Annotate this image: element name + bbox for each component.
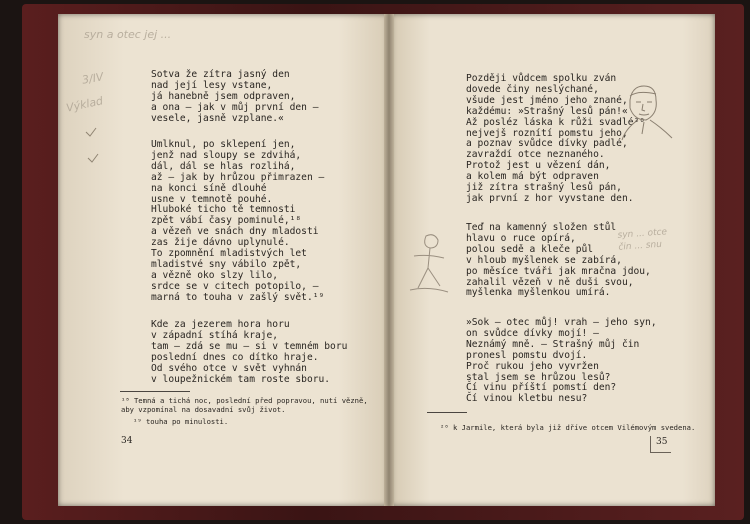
pencil-margin-note-2: Výklad bbox=[65, 94, 105, 115]
footnote-20: ²⁰ k Jarmile, která byla již dříve otcem Vilémovým svedena. bbox=[440, 423, 696, 432]
right-stanza-1: Později vůdcem spolku zván dovede činy neslýchané, všude jest jméno jeho znané, každému: »Strašný lesů pán!« Až posléz láska k růži svadlé²⁰ nejvejš roznítí pomstu jeho, a poznav svůdce dívky padlé, zavraždí otce neznaného. Protož jest u vězení dán, a kolem má být odpraven již zítra strašný lesů pán, jak první z hor vyvstane den. bbox=[466, 73, 646, 204]
book-gutter bbox=[384, 14, 394, 506]
left-stanza-2: Umlknul, po sklepení jen, jenž nad sloupy se zdvihá, dál, dál se hlas rozlihá, až — jak by hrůzou přimrazen — na konci síně dlouhé usne v temnotě pouhé. Hluboké ticho tě temnosti zpět vábí časy pominulé,¹⁸ a vězeň ve snách dny mladosti zas žije dávno uplynulé. To zpomnění mladistvých let mladistvé sny vábilo zpět, a vězně oko slzy lilo, srdce se v citech potopilo, — marná to touha v zašlý svět.¹⁹ bbox=[151, 139, 325, 303]
left-footnote-rule bbox=[120, 391, 190, 392]
footnote-19: ¹⁹ touha po minulosti. bbox=[133, 417, 229, 426]
page-number-left: 34 bbox=[121, 436, 133, 446]
left-stanza-3: Kde za jezerem hora horu v západní stíhá kraje, tam — zdá se mu — si v temném boru poslední dnes co dítko hraje. Od svého otce v svět vyhnán v loupežnickém tam roste sboru. bbox=[151, 319, 348, 385]
checkmarks bbox=[82, 126, 112, 170]
right-footnote-rule bbox=[427, 412, 467, 413]
right-stanza-2: Teď na kamenný složen stůl hlavu o ruce opírá, polou sedě a kleče půl v hloub myšlenek se zabírá, po měsíce tváři jak mračna jdou, zahalil vězeň v ně duši svou, myšlenka myšlenkou umírá. bbox=[466, 222, 651, 299]
left-stanza-1: Sotva že zítra jasný den nad její lesy vstane, já hanebně jsem odpraven, a ona — jak v můj první den — vesele, jasně vzplane.« bbox=[151, 69, 319, 124]
figure-sketch bbox=[404, 228, 458, 298]
portrait-sketch bbox=[616, 80, 680, 150]
pencil-margin-note-1: 3/IV bbox=[81, 70, 105, 87]
pencil-margin-note-right: syn ... otce čin ... snu bbox=[617, 227, 668, 253]
pencil-note-top: syn a otec jej ... bbox=[84, 28, 172, 41]
right-stanza-3: »Sok — otec můj! vrah — jeho syn, on svůdce dívky mojí! — Neznámý mně. — Strašný můj čin pronesl pomstu dvojí. Proč rukou jeho vyvržen stal jsem se hrůzou lesů? Čí vinu příští pomstí den? Čí vinou kletbu nesu? bbox=[466, 317, 657, 405]
footnote-18: ¹⁸ Temná a tichá noc, poslední před popravou, nutí vězně, aby vzpomínal na dosavadní svůj život. bbox=[121, 396, 368, 414]
page-number-right: 35 bbox=[656, 437, 668, 447]
